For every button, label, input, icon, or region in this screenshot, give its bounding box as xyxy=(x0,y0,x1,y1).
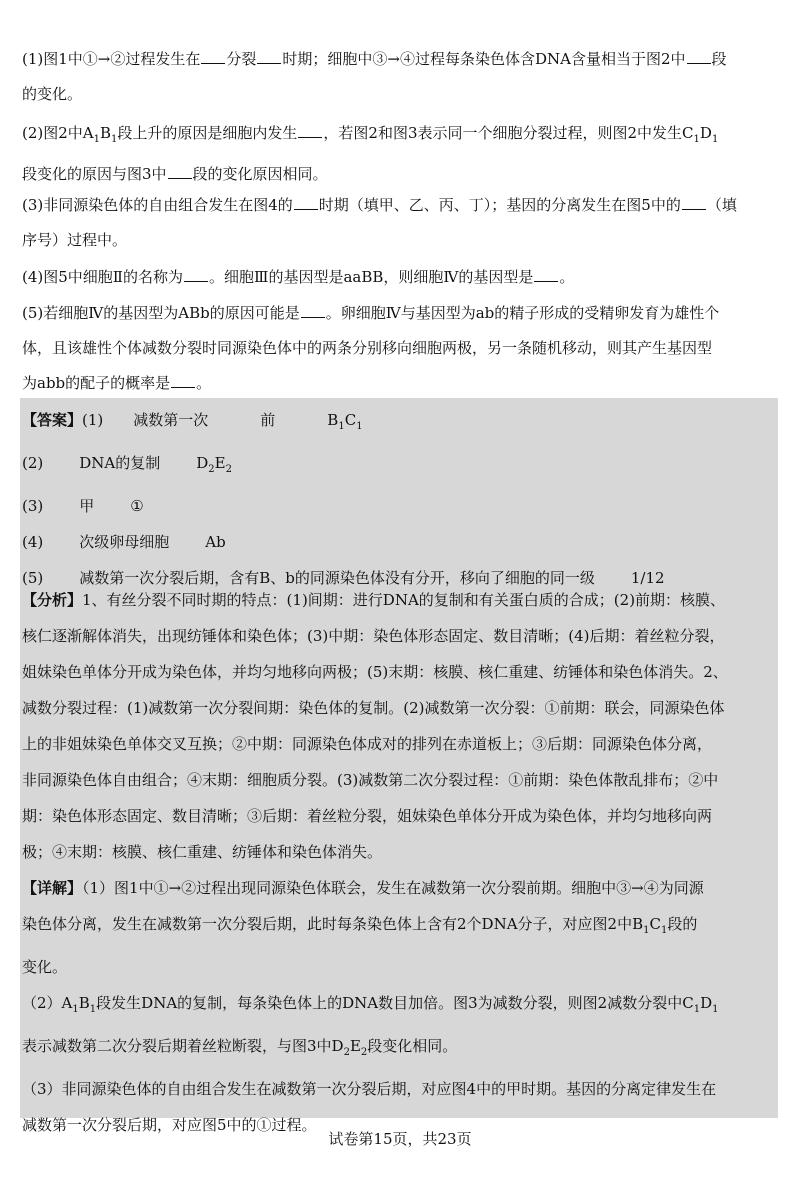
detail-section: 【详解】（1）图1中①→②过程出现同源染色体联会，发生在减数第一次分裂前期。细胞中③→④为同源 染色体分离，发生在减数第一次分裂后期，此时每条染色体上含有2个DNA分子，对应图2中$B_1C_1$段的 变化。 $(2)A_1B_1$段发生DNA的复制，每条染色体上的DNA数目加倍。图3为减数分裂，则图2减数分裂中$C_1D_1$ 表示减数第二次分裂后期着丝粒断裂，与图3中$D_2E_2$段变化相同。 （3）非同源染色体的自由组合发生在减数第一次分裂后期，对应图4中的甲时期。基因的分离定律发生在 减数第一次分裂后期，对应图5中的①过程。 xyxy=(22,879,719,1134)
answer-row-4: (4) 次级卵母细胞 Ab xyxy=(22,533,226,551)
page-footer: 试卷第15页，共23页 xyxy=(328,1130,472,1148)
answer-blank[interactable] xyxy=(534,267,558,282)
question-5: (5)若细胞Ⅳ的基因型为ABb的原因可能是 。卵细胞Ⅳ与基因型为ab的精子形成的受精卵发育为雄性个 体，且该雄性个体减数分裂时同源染色体中的两条分别移向细胞两极，另一条随机移动，则其产生基因型 为abb的配子的概率是 。 xyxy=(22,304,720,392)
answer-section xyxy=(22,402,774,596)
answer-row-5: (5) 减数第一次分裂后期，含有B、b的同源染色体没有分开，移向了细胞的同一级 1/12 xyxy=(22,569,665,587)
question-4: (4)图5中细胞Ⅱ的名称为 。细胞Ⅲ的基因型是aaBB，则细胞Ⅳ的基因型是 。 xyxy=(22,268,575,286)
answer-row-3: (3) 甲 ① xyxy=(22,497,144,515)
answer-blank[interactable] xyxy=(184,267,208,282)
answer-blank[interactable] xyxy=(171,373,195,388)
answer-blank[interactable] xyxy=(201,49,225,64)
answer-blank[interactable] xyxy=(301,303,325,318)
answer-row-1: 【答案】(1) 减数第一次 前 $B_1C_1$ xyxy=(22,411,363,432)
answer-blank[interactable] xyxy=(298,123,322,138)
answer-blank[interactable] xyxy=(294,195,318,210)
analysis-section: 【分析】1、有丝分裂不同时期的特点：(1)间期：进行DNA的复制和有关蛋白质的合成；(2)前期：核膜、 核仁逐渐解体消失，出现纺锤体和染色体；(3)中期：染色体形态固定、数目清晰；(4)后期：着丝粒分裂， 姐妹染色单体分开成为染色体，并均匀地移向两极；(5)末期：核膜、核仁重建、纺锤体和染色体消失。2、 减数分裂过程：(1)减数第一次分裂间期：染色体的复制。(2)减数第一次分裂：①前期：联会，同源染色体 上的非姐妹染色单体交叉互换；②中期：同源染色体成对的排列在赤道板上；③后期：同源染色体分离， 非同源染色体自由组合；④末期：细胞质分裂。(3)减数第二次分裂过程：①前期：染色体散乱排布；②中 期：染色体形态固定、数目清晰；③后期：着丝粒分裂，姐妹染色单体分开成为染色体，并均匀地移向两 极；④末期：核膜、核仁重建、纺锤体和染色体消失。 xyxy=(22,591,728,861)
question-3: (3)非同源染色体的自由组合发生在图4的 时期（填甲、乙、丙、丁）；基因的分离发生在图5中的 （填 序号）过程中。 xyxy=(22,196,737,249)
answer-blank[interactable] xyxy=(687,49,711,64)
answer-row-2: (2) DNA的复制 $D_2E_2$ xyxy=(22,454,232,475)
question-1: (1)图1中①→②过程发生在 分裂 时期；细胞中③→④过程每条染色体含DNA含量相当于图2中 段 的变化。 xyxy=(22,50,727,103)
question-2: (2)图2中$A_1B_1$段上升的原因是细胞内发生 ，若图2和图3表示同一个细胞分裂过程，则图2中发生$C_1D_1$ 段变化的原因与图3中 段的变化原因相同。 xyxy=(22,124,719,183)
answer-blank[interactable] xyxy=(168,164,192,179)
answer-blank[interactable] xyxy=(682,195,706,210)
answer-blank[interactable] xyxy=(257,49,281,64)
